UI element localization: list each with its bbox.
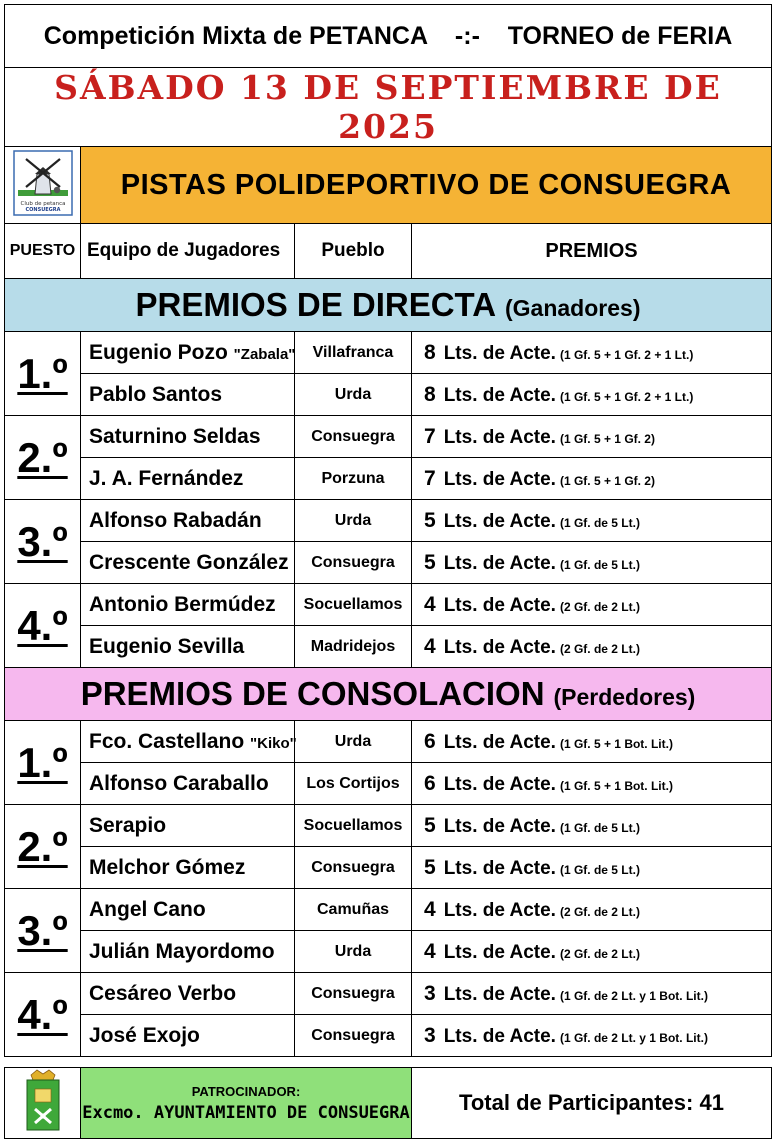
footer-table (4, 1067, 772, 1139)
player-town: Camuñas (295, 889, 412, 931)
prize-cell (412, 332, 772, 374)
prize-cell (412, 805, 772, 847)
prize-unit: Lts. de Acte. (443, 468, 556, 490)
venue-banner: PISTAS POLIDEPORTIVO DE CONSUEGRA (81, 147, 772, 224)
prize-unit: Lts. de Acte. (443, 899, 556, 921)
sponsor-name: Excmo. AYUNTAMIENTO DE CONSUEGRA (82, 1102, 410, 1123)
position-cell (5, 973, 81, 1057)
prize-unit: Lts. de Acte. (443, 636, 556, 658)
logo-caption-club: Club de petanca (20, 200, 65, 207)
player-town: Los Cortijos (295, 763, 412, 805)
prize-unit: Lts. de Acte. (443, 384, 556, 406)
prize-detail: (1 Gf. 5 + 1 Gf. 2 + 1 Lt.) (559, 347, 694, 362)
prize-cell (412, 542, 772, 584)
prize-liters: 5 (424, 813, 436, 837)
player-name: Pablo Santos (89, 382, 223, 406)
prize-cell (412, 500, 772, 542)
table-row (5, 374, 772, 416)
section-title: PREMIOS DE DIRECTA (135, 286, 497, 323)
player-town: Urda (295, 721, 412, 763)
player-name-cell (81, 416, 295, 458)
prize-liters: 3 (424, 981, 436, 1005)
prize-unit: Lts. de Acte. (443, 342, 556, 364)
player-name: Julián Mayordomo (89, 939, 275, 963)
player-name-cell (81, 626, 295, 668)
prize-unit: Lts. de Acte. (443, 1025, 556, 1047)
prize-liters: 7 (424, 466, 436, 490)
prize-liters: 4 (424, 897, 436, 921)
player-name: Alfonso Caraballo (89, 771, 269, 795)
prize-detail: (1 Gf. 5 + 1 Gf. 2) (559, 473, 655, 488)
player-town: Porzuna (295, 458, 412, 500)
table-row (5, 889, 772, 931)
prize-unit: Lts. de Acte. (443, 815, 556, 837)
player-name-cell (81, 721, 295, 763)
player-town: Urda (295, 374, 412, 416)
title-left: Competición Mixta de PETANCA (43, 21, 428, 50)
prize-liters: 8 (424, 382, 436, 406)
results-sheet (4, 4, 771, 1139)
prize-cell (412, 973, 772, 1015)
column-header-premios: PREMIOS (412, 224, 772, 279)
position-label: 1.º (17, 738, 68, 786)
title-separator: -:- (454, 21, 480, 50)
player-town: Madridejos (295, 626, 412, 668)
column-header-pueblo: Pueblo (295, 224, 412, 279)
table-row (5, 500, 772, 542)
prize-unit: Lts. de Acte. (443, 594, 556, 616)
prize-unit: Lts. de Acte. (443, 773, 556, 795)
position-label: 3.º (17, 517, 68, 565)
title-right: TORNEO de FERIA (507, 21, 733, 50)
total-participants: Total de Participantes: 41 (412, 1068, 772, 1139)
position-label: 2.º (17, 822, 68, 870)
table-row (5, 847, 772, 889)
prize-detail: (1 Gf. de 2 Lt. y 1 Bot. Lit.) (559, 1030, 708, 1045)
event-date: SÁBADO 13 DE SEPTIEMBRE DE 2025 (54, 68, 722, 146)
position-cell (5, 721, 81, 805)
prize-unit: Lts. de Acte. (443, 857, 556, 879)
table-row (5, 416, 772, 458)
prize-cell (412, 889, 772, 931)
player-name-cell (81, 805, 295, 847)
player-name: José Exojo (89, 1023, 200, 1047)
position-cell (5, 332, 81, 416)
prize-cell (412, 374, 772, 416)
prize-cell (412, 847, 772, 889)
results-table (4, 4, 772, 1057)
prize-detail: (1 Gf. de 5 Lt.) (559, 515, 640, 530)
position-cell (5, 889, 81, 973)
prize-unit: Lts. de Acte. (443, 983, 556, 1005)
prize-detail: (2 Gf. de 2 Lt.) (559, 904, 640, 919)
column-header-equipo: Equipo de Jugadores (81, 224, 295, 279)
prize-detail: (1 Gf. de 5 Lt.) (559, 820, 640, 835)
position-cell (5, 584, 81, 668)
player-name-cell (81, 458, 295, 500)
player-name: Angel Cano (89, 897, 206, 921)
player-town: Consuegra (295, 847, 412, 889)
prize-detail: (2 Gf. de 2 Lt.) (559, 946, 640, 961)
player-name: Serapio (89, 813, 167, 837)
prize-unit: Lts. de Acte. (443, 426, 556, 448)
table-row (5, 458, 772, 500)
player-name: Saturnino Seldas (89, 424, 261, 448)
prize-liters: 6 (424, 729, 436, 753)
player-name-cell (81, 584, 295, 626)
section-subtitle: (Ganadores) (505, 295, 641, 321)
player-name-cell (81, 1015, 295, 1057)
player-name: Eugenio Pozo (89, 340, 228, 364)
position-label: 4.º (17, 990, 68, 1038)
player-name-cell (81, 332, 295, 374)
prize-detail: (2 Gf. de 2 Lt.) (559, 599, 640, 614)
player-name: Cesáreo Verbo (89, 981, 237, 1005)
player-name-cell (81, 889, 295, 931)
position-cell (5, 500, 81, 584)
player-name-cell (81, 500, 295, 542)
table-row (5, 931, 772, 973)
logo-caption-town: CONSUEGRA (24, 206, 61, 213)
player-town: Consuegra (295, 1015, 412, 1057)
player-town: Socuellamos (295, 805, 412, 847)
player-name: Eugenio Sevilla (89, 634, 245, 658)
prize-liters: 5 (424, 550, 436, 574)
prize-cell (412, 458, 772, 500)
prize-detail: (1 Gf. 5 + 1 Bot. Lit.) (559, 778, 673, 793)
player-name: Crescente González (89, 550, 289, 574)
player-town: Urda (295, 931, 412, 973)
sponsor-label: PATROCINADOR: (191, 1083, 301, 1099)
player-name: Fco. Castellano (89, 729, 245, 753)
coat-of-arms-icon (23, 1069, 63, 1133)
player-town: Socuellamos (295, 584, 412, 626)
prize-liters: 4 (424, 939, 436, 963)
prize-liters: 4 (424, 634, 436, 658)
prize-unit: Lts. de Acte. (443, 510, 556, 532)
prize-unit: Lts. de Acte. (443, 552, 556, 574)
prize-detail: (1 Gf. 5 + 1 Gf. 2) (559, 431, 655, 446)
prize-liters: 5 (424, 855, 436, 879)
prize-liters: 6 (424, 771, 436, 795)
player-name: Antonio Bermúdez (89, 592, 276, 616)
windmill-logo-icon (13, 150, 73, 216)
prize-detail: (1 Gf. de 5 Lt.) (559, 557, 640, 572)
date-banner (5, 68, 772, 147)
prize-cell (412, 931, 772, 973)
page-title (5, 5, 772, 68)
section-title-cell (5, 279, 772, 332)
table-row (5, 1015, 772, 1057)
player-town: Villafranca (295, 332, 412, 374)
player-town: Urda (295, 500, 412, 542)
column-header-puesto: PUESTO (5, 224, 81, 279)
prize-detail: (1 Gf. de 2 Lt. y 1 Bot. Lit.) (559, 988, 708, 1003)
prize-unit: Lts. de Acte. (443, 941, 556, 963)
position-cell (5, 416, 81, 500)
prize-detail: (1 Gf. de 5 Lt.) (559, 862, 640, 877)
position-label: 2.º (17, 433, 68, 481)
prize-liters: 8 (424, 340, 436, 364)
prize-cell (412, 721, 772, 763)
position-cell (5, 805, 81, 889)
prize-cell (412, 763, 772, 805)
table-row (5, 721, 772, 763)
player-town: Consuegra (295, 973, 412, 1015)
table-row (5, 763, 772, 805)
table-row (5, 805, 772, 847)
position-label: 3.º (17, 906, 68, 954)
table-row (5, 332, 772, 374)
prize-detail: (1 Gf. 5 + 1 Bot. Lit.) (559, 736, 673, 751)
club-logo (5, 147, 81, 224)
player-name-cell (81, 763, 295, 805)
player-town: Consuegra (295, 542, 412, 584)
player-nickname: "Kiko" (250, 734, 297, 752)
player-town: Consuegra (295, 416, 412, 458)
table-row (5, 542, 772, 584)
prize-liters: 4 (424, 592, 436, 616)
position-label: 1.º (17, 349, 68, 397)
player-name-cell (81, 542, 295, 584)
table-row (5, 584, 772, 626)
prize-cell (412, 584, 772, 626)
section-subtitle: (Perdedores) (553, 684, 696, 710)
player-nickname: "Zabala" (233, 345, 296, 363)
player-name: Melchor Gómez (89, 855, 246, 879)
player-name-cell (81, 847, 295, 889)
section-header-consolacion (5, 668, 772, 721)
section-title-cell (5, 668, 772, 721)
prize-cell (412, 626, 772, 668)
section-header-directa (5, 279, 772, 332)
prize-cell (412, 1015, 772, 1057)
sponsor-block (81, 1068, 412, 1139)
prize-unit: Lts. de Acte. (443, 731, 556, 753)
position-label: 4.º (17, 601, 68, 649)
player-name-cell (81, 374, 295, 416)
table-row (5, 626, 772, 668)
prize-liters: 5 (424, 508, 436, 532)
prize-detail: (1 Gf. 5 + 1 Gf. 2 + 1 Lt.) (559, 389, 694, 404)
prize-detail: (2 Gf. de 2 Lt.) (559, 641, 640, 656)
section-title: PREMIOS DE CONSOLACION (80, 675, 545, 712)
player-name-cell (81, 973, 295, 1015)
table-row (5, 973, 772, 1015)
player-name: J. A. Fernández (89, 466, 244, 490)
prize-liters: 3 (424, 1023, 436, 1047)
town-crest (5, 1068, 81, 1139)
prize-liters: 7 (424, 424, 436, 448)
prize-cell (412, 416, 772, 458)
player-name-cell (81, 931, 295, 973)
player-name: Alfonso Rabadán (89, 508, 262, 532)
